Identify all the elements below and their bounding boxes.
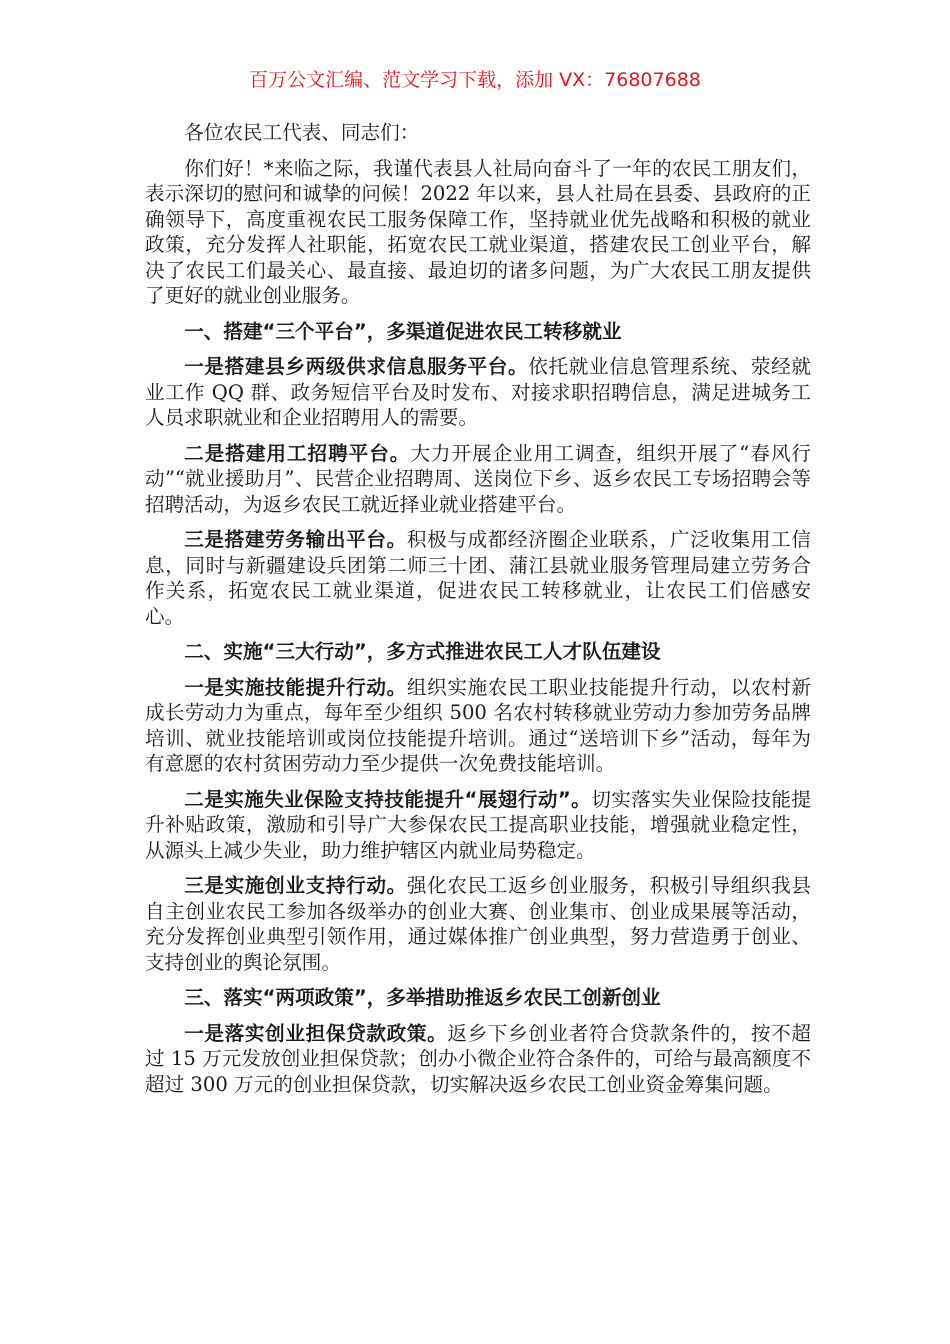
- item-lead: 二是实施失业保险支持技能提升“展翅行动”。: [184, 787, 592, 811]
- section-item: [145, 873, 811, 975]
- section-item: [145, 441, 811, 518]
- item-text: 依托就业信息管理系统、荥经就业工作 QQ 群、政务短信平台及时发布、对接求职招聘信息，满足进城务工人员求职就业和企业招聘用人的需要。: [145, 355, 812, 429]
- greeting: 各位农民工代表、同志们：: [184, 121, 420, 144]
- section-item: [145, 527, 811, 629]
- intro-paragraph: 你们好！*来临之际，我谨代表县人社局向奋斗了一年的农民工朋友们，表示深切的慰问和诚挚的问候！2022 年以来，县人社局在县委、县政府的正确领导下，高度重视农民工服务保障工作，坚持就业优先战略和积极的就业政策，充分发挥人社职能，拓宽农民工就业渠道，搭建农民工创业平台，解决了农民工们最关心、最直接、最迫切的诸多问题，为广大农民工朋友提供了更好的就业创业服务。: [145, 156, 811, 307]
- document-body: [145, 120, 811, 1107]
- section-heading: 二、实施“三大行动”，多方式推进农民工人才队伍建设: [184, 640, 661, 663]
- section-item: [145, 787, 811, 864]
- item-lead: 一是落实创业担保贷款政策。: [184, 1021, 448, 1045]
- item-text: 大力开展企业用工调查，组织开展了“春风行动”“就业援助月”、民营企业招聘周、送岗位下乡、返乡农民工专场招聘会等招聘活动，为返乡农民工就近择业就业搭建平台。: [145, 441, 811, 516]
- item-text: 切实落实失业保险技能提升补贴政策，激励和引导广大参保农民工提高职业技能，增强就业稳定性，从源头上减少失业，助力维护辖区内就业局势稳定。: [145, 787, 812, 862]
- item-lead: 三是搭建劳务输出平台。: [184, 528, 407, 551]
- item-lead: 二是搭建用工招聘平台。: [184, 441, 411, 465]
- section-heading: 三、落实“两项政策”，多举措助推返乡农民工创新创业: [184, 986, 661, 1009]
- item-text: 返乡下乡创业者符合贷款条件的，按不超过 15 万元发放创业担保贷款；创办小微企业符合条件的，可给与最高额度不超过 300 万元的创业担保贷款，切实解决返乡农民工创业资金筹集问题。: [145, 1021, 812, 1096]
- item-text: 组织实施农民工职业技能提升行动，以农村新成长劳动力为重点，每年至少组织 500 名农村转移就业劳动力参加劳务品牌培训、就业技能培训或岗位技能提升培训。通过“送培训下乡”活动，每年为有意愿的农村贫困劳动力至少提供一次免费技能培训。: [145, 675, 812, 775]
- section-heading: 一、搭建“三个平台”，多渠道促进农民工转移就业: [184, 319, 622, 343]
- item-lead: 三是实施创业支持行动。: [184, 874, 407, 897]
- item-text: 积极与成都经济圈企业联系，广泛收集用工信息，同时与新疆建设兵团第二师三十团、蒲江县就业服务管理局建立劳务合作关系，拓宽农民工就业渠道，促进农民工转移就业，让农民工们倍感安心。: [145, 528, 812, 628]
- item-lead: 一是实施技能提升行动。: [184, 675, 407, 699]
- item-text: 强化农民工返乡创业服务，积极引导组织我县自主创业农民工参加各级举办的创业大赛、创业集市、创业成果展等活动，充分发挥创业典型引领作用，通过媒体推广创业典型，努力营造勇于创业、支持创业的舆论氛围。: [145, 874, 812, 974]
- section-item: [145, 1021, 811, 1098]
- section-item: [145, 354, 811, 431]
- section-item: [145, 675, 811, 777]
- header-banner: 百万公文汇编、范文学习下载，添加 VX：76807688: [249, 69, 701, 91]
- item-lead: 一是搭建县乡两级供求信息服务平台。: [184, 355, 529, 378]
